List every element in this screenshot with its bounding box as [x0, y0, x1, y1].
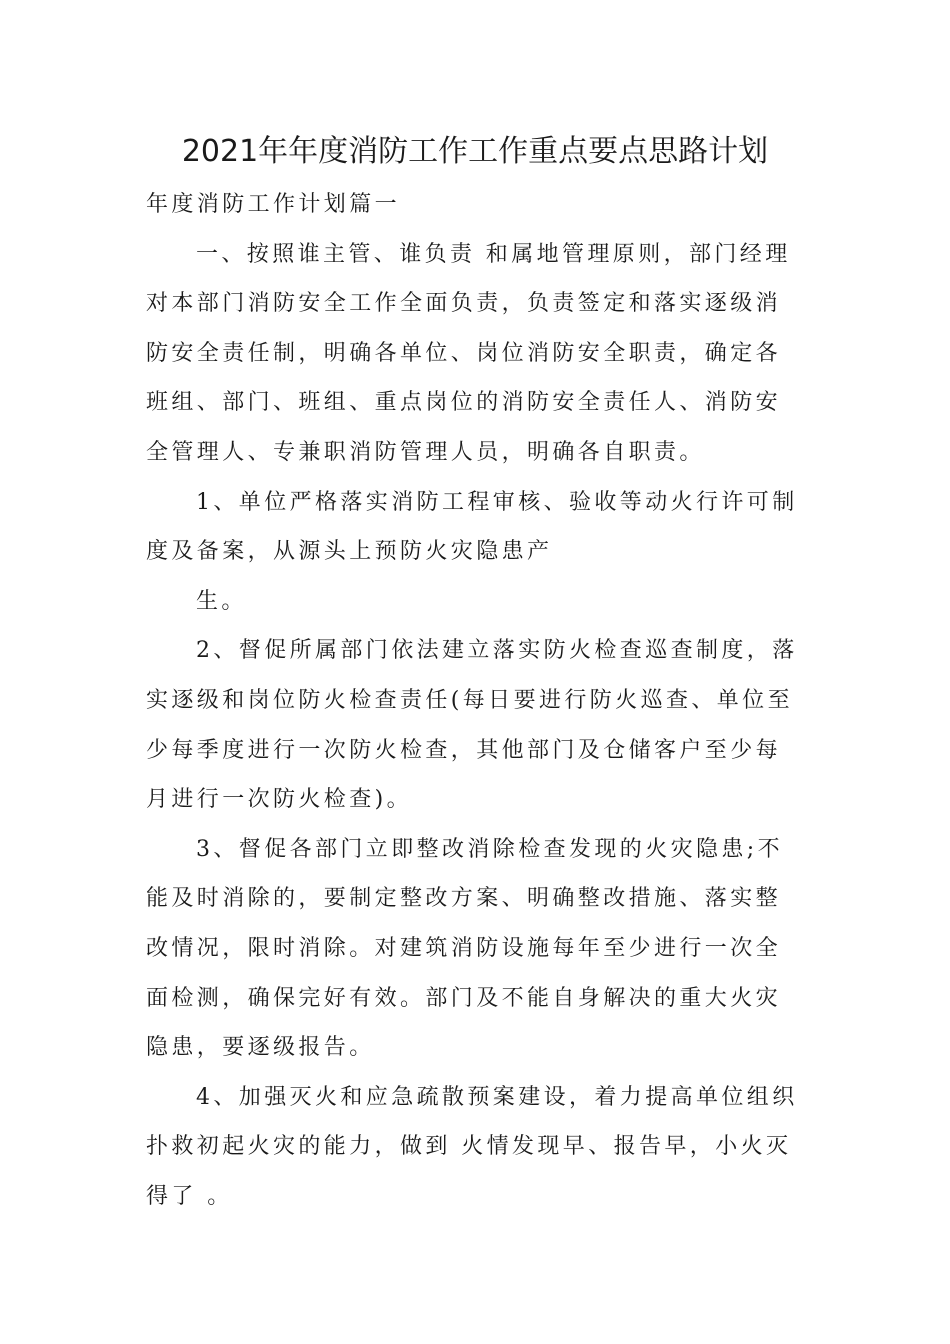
paragraph-line: 度及备案，从源头上预防火灾隐患产 [146, 539, 553, 565]
paragraph-line: 改情况，限时消除。对建筑消防设施每年至少进行一次全 [146, 935, 782, 961]
paragraph-line: 1、单位严格落实消防工程审核、验收等动火行许可制 [196, 489, 798, 515]
paragraph-line: 扑救初起火灾的能力，做到 火情发现早、报告早，小火灭 [146, 1134, 792, 1160]
paragraph-line: 月进行一次防火检查)。 [146, 787, 412, 813]
paragraph-line: 得了 。 [146, 1183, 233, 1209]
paragraph-line: 全管理人、专兼职消防管理人员，明确各自职责。 [146, 439, 705, 465]
paragraph-line: 实逐级和岗位防火检查责任(每日要进行防火巡查、单位至 [146, 687, 793, 713]
paragraph-line: 4、加强灭火和应急疏散预案建设，着力提高单位组织 [196, 1084, 798, 1110]
document-title: 2021年年度消防工作工作重点要点思路计划 [181, 134, 769, 169]
paragraph-line: 对本部门消防安全工作全面负责，负责签定和落实逐级消 [146, 291, 782, 317]
paragraph-line: 能及时消除的，要制定整改方案、明确整改措施、落实整 [146, 886, 782, 912]
document-body [146, 180, 810, 1221]
paragraph-line: 生。 [196, 588, 247, 614]
paragraph-line: 2、督促所属部门依法建立落实防火检查巡查制度，落 [196, 638, 798, 664]
paragraph-line: 隐患，要逐级报告。 [146, 1035, 375, 1061]
paragraph-line: 防安全责任制，明确各单位、岗位消防安全职责，确定各 [146, 340, 782, 366]
paragraph-line: 一、按照谁主管、谁负责 和属地管理原则，部门经理 [196, 241, 791, 267]
paragraph-line: 3、督促各部门立即整改消除检查发现的火灾隐患;不 [196, 836, 784, 862]
section-heading: 年度消防工作计划篇一 [146, 192, 401, 217]
paragraph-line: 班组、部门、班组、重点岗位的消防安全责任人、消防安 [146, 390, 782, 416]
paragraph-line: 面检测，确保完好有效。部门及不能自身解决的重大火灾 [146, 985, 782, 1011]
paragraph-line: 少每季度进行一次防火检查，其他部门及仓储客户至少每 [146, 737, 782, 763]
